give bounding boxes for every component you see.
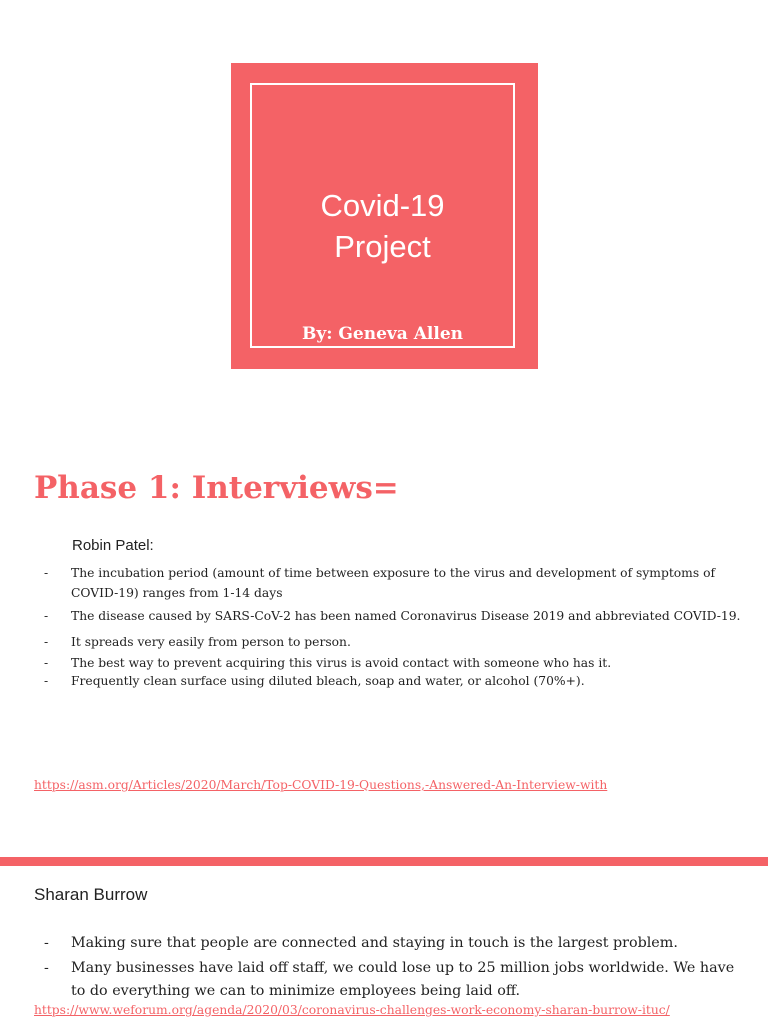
author-byline: By: Geneva Allen bbox=[301, 324, 464, 344]
bullet-dash: - bbox=[44, 674, 49, 688]
title-block bbox=[231, 63, 538, 369]
point-text: The best way to prevent acquiring this virus is avoid contact with someone who has it. bbox=[71, 656, 612, 670]
title-line-1: Covid-19 bbox=[320, 188, 445, 223]
bullet-dash: - bbox=[44, 935, 49, 951]
point-text: The disease caused by SARS-CoV-2 has been named Coronavirus Disease 2019 and abbreviated COVID-19. bbox=[71, 609, 741, 623]
source-link[interactable]: https://www.weforum.org/agenda/2020/03/coronavirus-challenges-work-economy-sharan-burrow-ituc/ bbox=[34, 1003, 670, 1017]
point-text: The incubation period (amount of time between exposure to the virus and development of symptoms of COVID-19) ranges from 1-14 days bbox=[71, 566, 716, 600]
point-text: Many businesses have laid off staff, we could lose up to 25 million jobs worldwide. We have to do everything we can to minimize employees being laid off. bbox=[71, 960, 735, 999]
list-item bbox=[44, 563, 744, 603]
interviewee-name: Sharan Burrow bbox=[34, 885, 148, 904]
point-text: It spreads very easily from person to person. bbox=[71, 635, 351, 649]
bullet-dash: - bbox=[44, 635, 49, 649]
list-item bbox=[44, 932, 744, 955]
bullet-dash: - bbox=[44, 656, 49, 670]
bullet-dash: - bbox=[44, 609, 49, 623]
section-divider bbox=[0, 857, 768, 866]
bullet-dash: - bbox=[44, 566, 49, 580]
list-item bbox=[44, 671, 744, 691]
list-item bbox=[44, 606, 744, 626]
title-line-2: Project bbox=[334, 229, 431, 264]
interviewee-name: Robin Patel: bbox=[72, 537, 154, 554]
bullet-dash: - bbox=[44, 960, 49, 976]
list-item bbox=[44, 957, 744, 1003]
document-title bbox=[252, 185, 513, 267]
phase-heading: Phase 1: Interviews= bbox=[34, 470, 399, 506]
source-link[interactable]: https://asm.org/Articles/2020/March/Top-COVID-19-Questions,-Answered-An-Interview-with bbox=[34, 778, 608, 792]
list-item bbox=[44, 632, 744, 652]
list-item bbox=[44, 653, 744, 673]
point-text: Making sure that people are connected and staying in touch is the largest problem. bbox=[71, 935, 678, 951]
title-frame bbox=[250, 83, 515, 348]
point-text: Frequently clean surface using diluted bleach, soap and water, or alcohol (70%+). bbox=[71, 674, 585, 688]
